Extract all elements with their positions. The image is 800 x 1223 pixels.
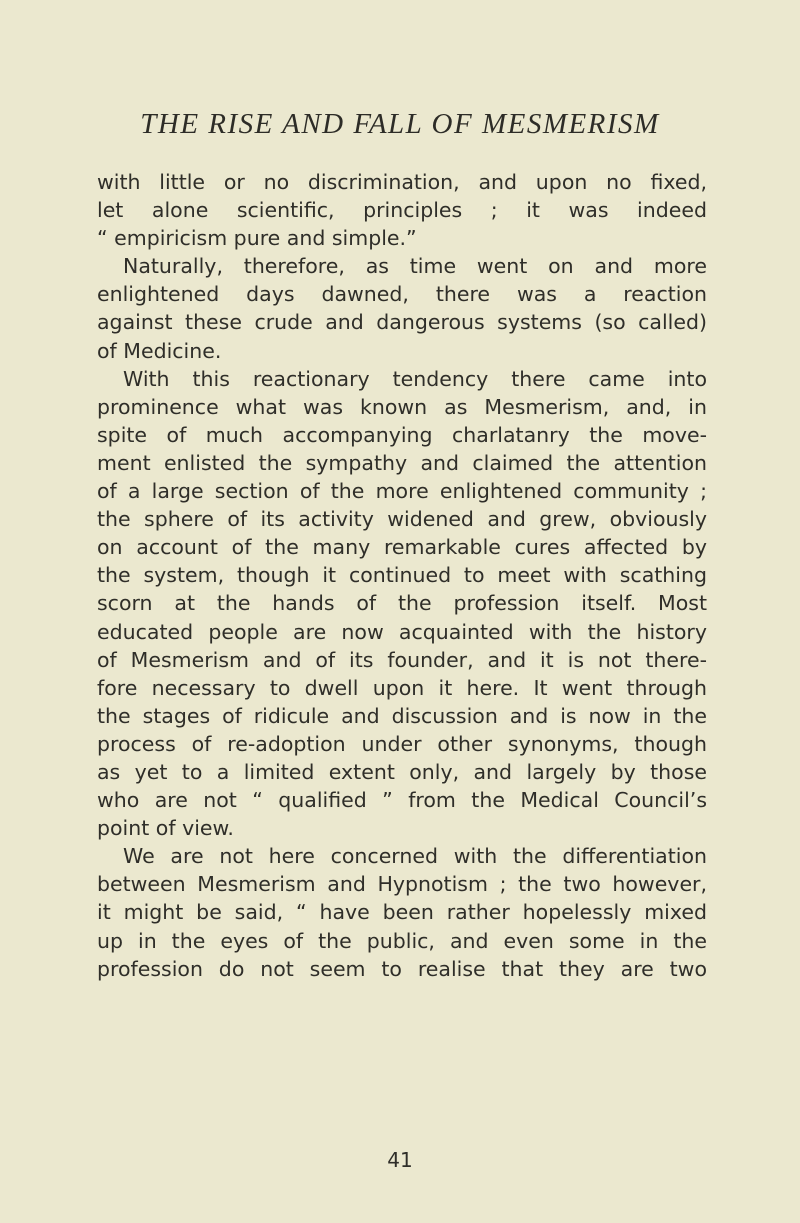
text-line: ment enlisted the sympathy and claimed the attention <box>97 450 707 475</box>
text-line: “ empiricism pure and simple.” <box>97 226 417 251</box>
text-line: Naturally, therefore, as time went on and more <box>123 254 707 279</box>
text-line: against these crude and dangerous systems (so called) <box>97 310 707 335</box>
text-line: let alone scientific, principles ; it was indeed <box>97 198 707 223</box>
page-number: 41 <box>387 1148 413 1172</box>
text-line: enlightened days dawned, there was a reaction <box>97 282 707 307</box>
body-text <box>97 168 707 983</box>
text-line: of a large section of the more enlightened community ; <box>97 479 707 504</box>
text-line: of Medicine. <box>97 338 222 363</box>
text-line: on account of the many remarkable cures affected by <box>97 535 707 560</box>
text-line: as yet to a limited extent only, and largely by those <box>97 759 707 784</box>
text-line: fore necessary to dwell upon it here. It went through <box>97 675 707 700</box>
text-line: it might be said, “ have been rather hopelessly mixed <box>97 900 707 925</box>
text-line: prominence what was known as Mesmerism, and, in <box>97 394 707 419</box>
text-line: the sphere of its activity widened and grew, obviously <box>97 507 707 532</box>
text-line: process of re-adoption under other synonyms, though <box>97 731 707 756</box>
text-line: up in the eyes of the public, and even some in the <box>97 928 707 953</box>
text-line: who are not “ qualified ” from the Medical Council’s <box>97 788 707 813</box>
text-line: scorn at the hands of the profession itself. Most <box>97 591 707 616</box>
text-line: the stages of ridicule and discussion and is now in the <box>97 703 707 728</box>
text-line: educated people are now acquainted with the history <box>97 619 707 644</box>
running-head: THE RISE AND FALL OF MESMERISM <box>140 108 660 140</box>
text-line: spite of much accompanying charlatanry the move- <box>97 422 707 447</box>
text-line: point of view. <box>97 816 234 841</box>
text-line: between Mesmerism and Hypnotism ; the two however, <box>97 872 707 897</box>
text-line: With this reactionary tendency there came into <box>123 366 707 391</box>
text-line: the system, though it continued to meet with scathing <box>97 563 707 588</box>
text-line: of Mesmerism and of its founder, and it is not there- <box>97 647 707 672</box>
text-line: with little or no discrimination, and upon no fixed, <box>97 170 707 194</box>
text-line: profession do not seem to realise that they are two <box>97 956 707 981</box>
text-line: We are not here concerned with the differentiation <box>123 844 707 869</box>
